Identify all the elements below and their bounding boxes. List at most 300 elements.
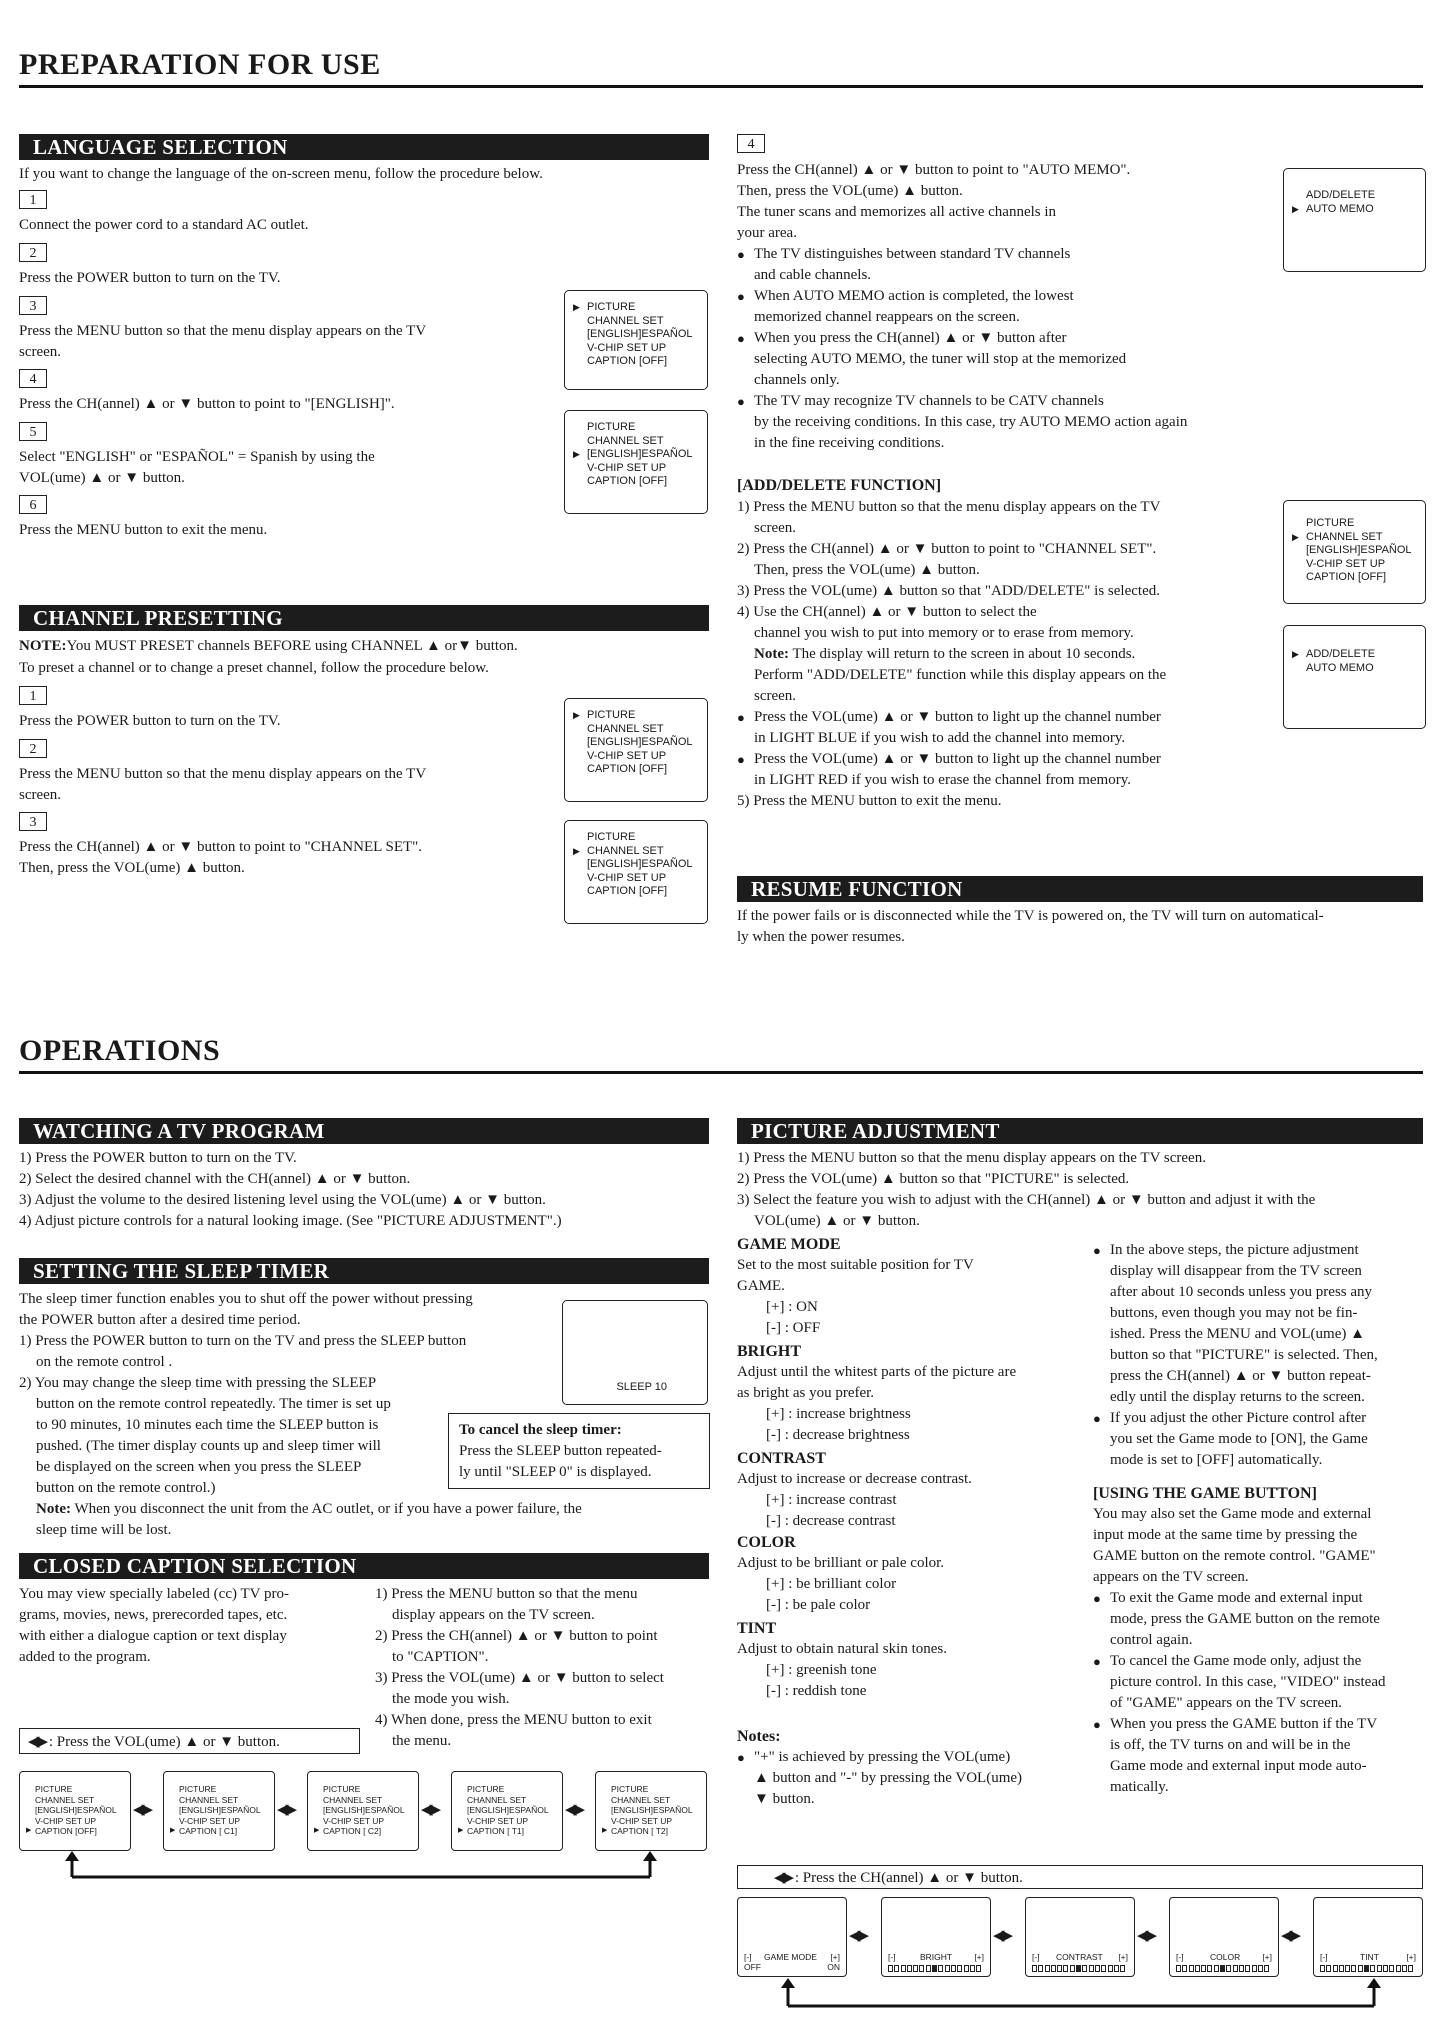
adddel-text: 3) Press the VOL(ume) ▲ button so that "ADD/DELETE" is selected. <box>737 583 1160 599</box>
level-segment <box>1195 1965 1200 1972</box>
watch-text: 2) Select the desired channel with the CH(annel) ▲ or ▼ button. <box>19 1171 411 1187</box>
lang-step3-text: Press the MENU button so that the menu display appears on the TV screen. <box>19 323 426 360</box>
plus-label: [+] <box>974 1952 984 1962</box>
tint-label: TINT <box>1360 1952 1379 1962</box>
sleep-text: 1) Press the POWER button to turn on the TV and press the SLEEP button <box>19 1333 467 1349</box>
tv-screen-menu <box>564 820 708 924</box>
level-segment <box>1201 1965 1206 1972</box>
step-number: 1 <box>19 686 47 705</box>
notes-bullet: ● "+" is achieved by pressing the VOL(ume) <box>754 1747 1010 1768</box>
adddel-text: screen. <box>754 688 797 704</box>
level-segment <box>1051 1965 1056 1972</box>
auto-bullet: ● The TV distinguishes between standard TV channels <box>754 244 1070 265</box>
auto-text: by the receiving conditions. In this case, try AUTO MEMO action again <box>754 414 1188 430</box>
cancel-sleep-text: Press the SLEEP button repeated- <box>459 1443 662 1459</box>
pic-note-text: press the CH(annel) ▲ or ▼ button repeat- <box>1110 1368 1371 1384</box>
level-segment <box>1076 1965 1081 1972</box>
step-number: 2 <box>19 739 47 758</box>
double-arrow-icon: ◀▶ <box>1137 1926 1155 1944</box>
menu-line: ADD/DELETE <box>1306 189 1376 201</box>
adddel-text: 4) Use the CH(annel) ▲ or ▼ button to select the <box>737 604 1037 620</box>
chan-step3-text: Press the CH(annel) ▲ or ▼ button to point to "CHANNEL SET". <box>19 839 423 855</box>
menu-line: [ENGLISH]ESPAÑOL <box>467 1805 549 1815</box>
menu-line: CHANNEL SET <box>35 1794 95 1805</box>
contrast-title: CONTRAST <box>737 1450 826 1467</box>
level-segment <box>901 1965 906 1972</box>
pic-desc: Adjust until the whitest parts of the picture are <box>737 1364 1017 1380</box>
level-segment <box>1176 1965 1181 1972</box>
level-segment <box>1339 1965 1344 1972</box>
double-arrow-icon: ◀▶ <box>421 1800 439 1818</box>
level-segment <box>1364 1965 1369 1972</box>
notes-text: ▲ button and "-" by pressing the VOL(ume) <box>754 1770 1023 1786</box>
lang-step4-text: Press the CH(annel) ▲ or ▼ button to point to "[ENGLISH]". <box>19 396 395 412</box>
level-segment <box>1038 1965 1043 1972</box>
tv-screen-auto-memo <box>1283 168 1426 272</box>
adddel-text: Perform "ADD/DELETE" function while this display appears on the <box>754 667 1167 683</box>
page-title-operations: OPERATIONS <box>19 1034 221 1067</box>
chan-step2-text: Press the MENU button so that the menu display appears on the TV screen. <box>19 766 426 803</box>
minus-label: [-] <box>744 1952 752 1962</box>
loop-back-arrow <box>60 1851 660 1883</box>
note-text: The display will return to the screen in about 10 seconds. <box>792 646 1136 662</box>
sleep-text: button on the remote control.) <box>36 1480 216 1496</box>
level-segment <box>1082 1965 1087 1972</box>
level-segment <box>1101 1965 1106 1972</box>
adddel-bullet: ● Press the VOL(ume) ▲ or ▼ button to light up the channel number <box>754 749 1161 770</box>
level-segment <box>1264 1965 1269 1972</box>
watch-text: 3) Adjust the volume to the desired listening level using the VOL(ume) ▲ or ▼ button. <box>19 1192 546 1208</box>
pic-legend-text: : Press the CH(annel) ▲ or ▼ button. <box>794 1870 1023 1886</box>
tv-screen-caption <box>307 1771 419 1851</box>
level-segment <box>1402 1965 1407 1972</box>
menu-line: ▶ PICTURE <box>573 709 701 723</box>
level-segment <box>894 1965 899 1972</box>
lang-step1-text: Connect the power cord to a standard AC outlet. <box>19 217 309 233</box>
add-delete-title: [ADD/DELETE FUNCTION] <box>737 477 942 494</box>
step-number: 6 <box>19 495 47 514</box>
resume-text: If the power fails or is disconnected while the TV is powered on, the TV will turn on automatical- <box>737 908 1324 924</box>
level-segment <box>957 1965 962 1972</box>
level-segment <box>1345 1965 1350 1972</box>
tv-screen-menu <box>564 698 708 802</box>
section-bar-watching: WATCHING A TV PROGRAM <box>19 1118 709 1144</box>
menu-line: ▶ CAPTION [ T1] <box>458 1826 558 1837</box>
section-bar-picture: PICTURE ADJUSTMENT <box>737 1118 1423 1144</box>
pic-desc: Adjust to increase or decrease contrast. <box>737 1471 972 1487</box>
level-segment <box>1070 1965 1075 1972</box>
game-button-text: Game mode and external input mode auto- <box>1110 1758 1367 1774</box>
level-segment <box>1226 1965 1231 1972</box>
pic-option: [-] : be pale color <box>766 1597 871 1613</box>
adddel-bullet: ● Press the VOL(ume) ▲ or ▼ button to light up the channel number <box>754 707 1161 728</box>
sleep-text: 2) You may change the sleep time with pressing the SLEEP <box>19 1375 377 1391</box>
cc-text: 1) Press the MENU button so that the menu <box>375 1586 638 1602</box>
step-number: 4 <box>737 134 765 153</box>
pic-option: [+] : increase brightness <box>766 1406 911 1422</box>
pic-text: 1) Press the MENU button so that the menu display appears on the TV screen. <box>737 1150 1206 1166</box>
pic-desc: GAME. <box>737 1278 785 1294</box>
tv-screen-color <box>1169 1897 1279 1977</box>
pic-desc: Adjust to be brilliant or pale color. <box>737 1555 945 1571</box>
pic-note-text: edly until the display returns to the screen. <box>1110 1389 1365 1405</box>
on-label: ON <box>827 1962 840 1972</box>
minus-label: [-] <box>888 1952 896 1962</box>
pic-note-text: after about 10 seconds unless you press any <box>1110 1284 1373 1300</box>
level-segment <box>1220 1965 1225 1972</box>
menu-line: CAPTION [OFF] <box>587 763 668 775</box>
sleep-text: pushed. (The timer display counts up and sleep timer will <box>36 1438 381 1454</box>
auto-bullet: ● When you press the CH(annel) ▲ or ▼ button after <box>754 328 1067 349</box>
pic-text: VOL(ume) ▲ or ▼ button. <box>754 1213 920 1229</box>
step-number: 4 <box>19 369 47 388</box>
menu-line: [ENGLISH]ESPAÑOL <box>587 736 693 748</box>
menu-line: V-CHIP SET UP <box>587 871 667 884</box>
menu-line: PICTURE <box>587 831 636 843</box>
menu-line: PICTURE <box>587 421 636 433</box>
pic-note-text: buttons, even though you may not be fin- <box>1110 1305 1358 1321</box>
double-arrow-icon: ◀▶ <box>277 1800 295 1818</box>
cancel-sleep-box <box>448 1413 710 1489</box>
adddel-text: in LIGHT RED if you wish to erase the channel from memory. <box>754 772 1131 788</box>
chan-intro: To preset a channel or to change a preset channel, follow the procedure below. <box>19 660 489 676</box>
level-segment <box>1182 1965 1187 1972</box>
level-segment <box>938 1965 943 1972</box>
tv-screen-bright <box>881 1897 991 1977</box>
game-button-text: of "GAME" appears on the TV screen. <box>1110 1695 1343 1711</box>
auto-text: Then, press the VOL(ume) ▲ button. <box>737 183 963 199</box>
pic-note-text: display will disappear from the TV screen <box>1110 1263 1362 1279</box>
double-arrow-icon: ◀▶ <box>133 1800 151 1818</box>
level-segment <box>1233 1965 1238 1972</box>
pic-desc: Adjust to obtain natural skin tones. <box>737 1641 947 1657</box>
cc-legend <box>19 1728 360 1754</box>
auto-text: your area. <box>737 225 797 241</box>
pic-option: [-] : decrease contrast <box>766 1513 896 1529</box>
level-segment <box>1408 1965 1413 1972</box>
menu-line: [ENGLISH]ESPAÑOL <box>611 1805 693 1815</box>
adddel-text: 5) Press the MENU button to exit the menu. <box>737 793 1002 809</box>
section-bar-channel-presetting: CHANNEL PRESETTING <box>19 605 709 631</box>
level-segment <box>919 1965 924 1972</box>
tint-title: TINT <box>737 1620 777 1637</box>
lang-step2-text: Press the POWER button to turn on the TV. <box>19 270 281 286</box>
tv-screen-tint <box>1313 1897 1423 1977</box>
level-segment <box>1358 1965 1363 1972</box>
level-slider <box>1176 1964 1272 1971</box>
pic-note-text: you set the Game mode to [ON], the Game <box>1110 1431 1368 1447</box>
level-slider <box>1320 1964 1416 1971</box>
note-label: Note: <box>36 1501 71 1517</box>
level-segment <box>907 1965 912 1972</box>
pic-note-text: button so that "PICTURE" is selected. Then, <box>1110 1347 1378 1363</box>
step-number: 2 <box>19 243 47 262</box>
menu-line: PICTURE <box>611 1784 649 1794</box>
tv-screen-menu <box>564 410 708 514</box>
sleep-text: sleep time will be lost. <box>36 1522 172 1538</box>
level-segment <box>976 1965 981 1972</box>
menu-line: PICTURE <box>35 1784 73 1794</box>
game-mode-title: GAME MODE <box>737 1236 841 1253</box>
menu-line: PICTURE <box>1306 517 1355 529</box>
pic-note-text: mode is set to [OFF] automatically. <box>1110 1452 1323 1468</box>
menu-line: CHANNEL SET <box>611 1794 671 1805</box>
note-label: Note: <box>754 646 789 662</box>
note-text: When you disconnect the unit from the AC outlet, or if you have a power failure, the <box>74 1501 582 1517</box>
menu-line: CAPTION [OFF] <box>1306 571 1387 583</box>
level-segment <box>1383 1965 1388 1972</box>
level-segment <box>1326 1965 1331 1972</box>
auto-text: channels only. <box>754 372 840 388</box>
menu-line: V-CHIP SET UP <box>611 1815 673 1826</box>
game-button-text: appears on the TV screen. <box>1093 1569 1249 1585</box>
double-arrow-icon: ◀▶ <box>565 1800 583 1818</box>
menu-line: CAPTION [OFF] <box>587 475 668 487</box>
pic-text: 3) Select the feature you wish to adjust with the CH(annel) ▲ or ▼ button and adjust it with the <box>737 1192 1316 1208</box>
menu-line: [ENGLISH]ESPAÑOL <box>1306 544 1412 556</box>
minus-label: [-] <box>1176 1952 1184 1962</box>
menu-line: CHANNEL SET <box>179 1794 239 1805</box>
cc-text: to "CAPTION". <box>392 1649 489 1665</box>
menu-line: V-CHIP SET UP <box>587 461 667 474</box>
menu-line: [ENGLISH]ESPAÑOL <box>323 1805 405 1815</box>
menu-line: V-CHIP SET UP <box>587 749 667 762</box>
menu-line: CHANNEL SET <box>587 434 664 447</box>
double-arrow-icon: ◀▶ <box>849 1926 867 1944</box>
game-button-text: matically. <box>1110 1779 1169 1795</box>
level-segment <box>1095 1965 1100 1972</box>
double-arrow-icon: ◀▶ <box>28 1732 46 1750</box>
auto-text: The tuner scans and memorizes all active channels in <box>737 204 1057 220</box>
auto-text: in the fine receiving conditions. <box>754 435 945 451</box>
level-segment <box>1214 1965 1219 1972</box>
menu-line: ▶ AUTO MEMO <box>1292 203 1419 217</box>
section-bar-sleep: SETTING THE SLEEP TIMER <box>19 1258 709 1284</box>
pic-text: 2) Press the VOL(ume) ▲ button so that "PICTURE" is selected. <box>737 1171 1130 1187</box>
menu-line: ▶ CHANNEL SET <box>1292 531 1419 545</box>
pic-option: [+] : be brilliant color <box>766 1576 897 1592</box>
contrast-label: CONTRAST <box>1056 1952 1103 1962</box>
step-number: 3 <box>19 296 47 315</box>
section-bar-resume: RESUME FUNCTION <box>737 876 1423 902</box>
menu-line: V-CHIP SET UP <box>587 341 667 354</box>
auto-bullet: ● When AUTO MEMO action is completed, the lowest <box>754 286 1074 307</box>
menu-line: ▶ ADD/DELETE <box>1292 648 1419 662</box>
level-segment <box>1057 1965 1062 1972</box>
game-button-title: [USING THE GAME BUTTON] <box>1093 1485 1317 1502</box>
level-segment <box>1389 1965 1394 1972</box>
level-segment <box>964 1965 969 1972</box>
double-arrow-icon: ◀▶ <box>993 1926 1011 1944</box>
tv-screen-sleep: SLEEP 10 <box>562 1300 708 1405</box>
level-segment <box>1320 1965 1325 1972</box>
tv-screen-caption <box>595 1771 707 1851</box>
level-segment <box>970 1965 975 1972</box>
pic-option: [-] : reddish tone <box>766 1683 867 1699</box>
cc-text: the menu. <box>392 1733 452 1749</box>
lang-step5-text: Select "ENGLISH" or "ESPAÑOL" = Spanish by using the VOL(ume) ▲ or ▼ button. <box>19 449 375 486</box>
adddel-text: Then, press the VOL(ume) ▲ button. <box>754 562 980 578</box>
tv-screen-menu <box>1283 500 1426 604</box>
cc-text: display appears on the TV screen. <box>392 1607 595 1623</box>
notes-text: ▼ button. <box>754 1791 815 1807</box>
plus-label: [+] <box>1406 1952 1416 1962</box>
sleep-text: The sleep timer function enables you to shut off the power without pressing <box>19 1291 473 1307</box>
sleep-text: to 90 minutes, 10 minutes each time the SLEEP button is <box>36 1417 379 1433</box>
tv-screen-menu <box>564 290 708 390</box>
adddel-text: channel you wish to put into memory or to erase from memory. <box>754 625 1134 641</box>
section-bar-closed-caption: CLOSED CAPTION SELECTION <box>19 1553 709 1579</box>
sleep-text: button on the remote control repeatedly. The timer is set up <box>36 1396 391 1412</box>
note-text: You MUST PRESET channels BEFORE using CHANNEL ▲ or▼ button. <box>66 638 518 654</box>
menu-line: [ENGLISH]ESPAÑOL <box>179 1805 261 1815</box>
adddel-text: 2) Press the CH(annel) ▲ or ▼ button to point to "CHANNEL SET". <box>737 541 1157 557</box>
menu-line: CAPTION [OFF] <box>587 355 668 367</box>
chan-note <box>19 636 518 657</box>
minus-label: [-] <box>1320 1952 1328 1962</box>
adddel-text: in LIGHT BLUE if you wish to add the channel into memory. <box>754 730 1126 746</box>
tv-screen-caption <box>19 1771 131 1851</box>
auto-bullet: ● The TV may recognize TV channels to be CATV channels <box>754 391 1104 412</box>
pic-desc: as bright as you prefer. <box>737 1385 875 1401</box>
plus-label: [+] <box>1262 1952 1272 1962</box>
chan-step3-text: Then, press the VOL(ume) ▲ button. <box>19 860 245 876</box>
menu-line: ▶ CHANNEL SET <box>573 845 701 859</box>
section-bar-language: LANGUAGE SELECTION <box>19 134 709 160</box>
level-segment <box>945 1965 950 1972</box>
pic-legend <box>737 1865 1423 1889</box>
pic-desc: Set to the most suitable position for TV <box>737 1257 974 1273</box>
color-title: COLOR <box>737 1534 796 1551</box>
watch-text: 4) Adjust picture controls for a natural looking image. (See "PICTURE ADJUSTMENT".) <box>19 1213 562 1229</box>
menu-line: V-CHIP SET UP <box>35 1815 97 1826</box>
cc-text: added to the program. <box>19 1649 151 1665</box>
tv-screen-caption <box>163 1771 275 1851</box>
pic-option: [+] : ON <box>766 1299 818 1315</box>
game-button-bullet: ● To cancel the Game mode only, adjust the <box>1110 1651 1361 1672</box>
level-segment <box>1396 1965 1401 1972</box>
pic-option: [+] : greenish tone <box>766 1662 877 1678</box>
level-segment <box>1377 1965 1382 1972</box>
page-title-preparation: PREPARATION FOR USE <box>19 48 381 81</box>
pic-option: [-] : decrease brightness <box>766 1427 910 1443</box>
level-segment <box>1207 1965 1212 1972</box>
menu-line: ▶ [ENGLISH]ESPAÑOL <box>573 448 701 462</box>
menu-line: PICTURE <box>323 1784 361 1794</box>
cc-text: the mode you wish. <box>392 1691 510 1707</box>
bright-title: BRIGHT <box>737 1343 802 1360</box>
auto-text: memorized channel reappears on the screen. <box>754 309 1020 325</box>
menu-line: ▶ CAPTION [ T2] <box>602 1826 702 1837</box>
menu-line: V-CHIP SET UP <box>179 1815 241 1826</box>
chan-step1-text: Press the POWER button to turn on the TV. <box>19 713 281 729</box>
notes-title: Notes: <box>737 1728 781 1745</box>
sleep-text: on the remote control . <box>36 1354 173 1370</box>
menu-line: CAPTION [OFF] <box>587 885 668 897</box>
level-segment <box>951 1965 956 1972</box>
lang-step6-text: Press the MENU button to exit the menu. <box>19 522 268 538</box>
game-button-text: input mode at the same time by pressing the <box>1093 1527 1358 1543</box>
level-segment <box>1032 1965 1037 1972</box>
cc-text: with either a dialogue caption or text display <box>19 1628 287 1644</box>
level-segment <box>1351 1965 1356 1972</box>
menu-line: [ENGLISH]ESPAÑOL <box>35 1805 117 1815</box>
pic-option: [-] : OFF <box>766 1320 821 1336</box>
cancel-sleep-title: To cancel the sleep timer: <box>459 1422 622 1438</box>
menu-line: V-CHIP SET UP <box>1306 557 1386 570</box>
level-slider <box>888 1964 984 1971</box>
game-mode-label: GAME MODE <box>764 1952 817 1962</box>
level-segment <box>1045 1965 1050 1972</box>
cancel-sleep-text: ly until "SLEEP 0" is displayed. <box>459 1464 652 1480</box>
game-button-text: GAME button on the remote control. "GAME" <box>1093 1548 1376 1564</box>
cc-text: grams, movies, news, prerecorded tapes, etc. <box>19 1607 288 1623</box>
level-segment <box>1252 1965 1257 1972</box>
loop-back-arrow <box>776 1978 1386 2012</box>
cc-text: 2) Press the CH(annel) ▲ or ▼ button to point <box>375 1628 658 1644</box>
game-button-bullet: ● When you press the GAME button if the TV <box>1110 1714 1377 1735</box>
menu-line: CHANNEL SET <box>323 1794 383 1805</box>
game-button-text: mode, press the GAME button on the remote <box>1110 1611 1380 1627</box>
menu-line: CHANNEL SET <box>587 722 664 735</box>
level-segment <box>1245 1965 1250 1972</box>
auto-text: selecting AUTO MEMO, the tuner will stop at the memorized <box>754 351 1127 367</box>
cc-legend-text: : Press the VOL(ume) ▲ or ▼ button. <box>48 1734 280 1750</box>
menu-line: ▶ CAPTION [OFF] <box>26 1826 126 1837</box>
level-segment <box>926 1965 931 1972</box>
divider <box>19 1071 1423 1074</box>
pic-note-bullet: ● If you adjust the other Picture control after <box>1110 1408 1366 1429</box>
sleep-text: the POWER button after a desired time period. <box>19 1312 301 1328</box>
sleep-text: be displayed on the screen when you press the SLEEP <box>36 1459 362 1475</box>
auto-text: Press the CH(annel) ▲ or ▼ button to point to "AUTO MEMO". <box>737 162 1131 178</box>
tv-screen-contrast <box>1025 1897 1135 1977</box>
level-slider <box>1032 1964 1128 1971</box>
adddel-note <box>754 644 1135 665</box>
game-button-text: picture control. In this case, "VIDEO" instead <box>1110 1674 1386 1690</box>
pic-note-text: ished. Press the MENU and VOL(ume) ▲ <box>1110 1326 1365 1342</box>
pic-note-bullet: ● In the above steps, the picture adjustment <box>1110 1240 1359 1261</box>
resume-text: ly when the power resumes. <box>737 929 905 945</box>
menu-line: CHANNEL SET <box>467 1794 527 1805</box>
level-segment <box>932 1965 937 1972</box>
lang-intro: If you want to change the language of the on-screen menu, follow the procedure below. <box>19 166 543 182</box>
note-label: NOTE: <box>19 638 67 654</box>
cc-text: You may view specially labeled (cc) TV pro- <box>19 1586 289 1602</box>
step-number: 3 <box>19 812 47 831</box>
game-button-text: control again. <box>1110 1632 1193 1648</box>
level-segment <box>913 1965 918 1972</box>
sleep-note <box>36 1499 582 1520</box>
cc-text: 3) Press the VOL(ume) ▲ or ▼ button to select <box>375 1670 664 1686</box>
tv-screen-caption <box>451 1771 563 1851</box>
adddel-text: 1) Press the MENU button so that the menu display appears on the TV <box>737 499 1161 515</box>
tv-screen-add-delete <box>1283 625 1426 729</box>
menu-line: PICTURE <box>179 1784 217 1794</box>
level-segment <box>1258 1965 1263 1972</box>
color-label: COLOR <box>1210 1952 1241 1962</box>
divider <box>19 85 1423 88</box>
menu-line: ▶ CAPTION [ C1] <box>170 1826 270 1837</box>
adddel-text: screen. <box>754 520 797 536</box>
level-segment <box>1370 1965 1375 1972</box>
pic-option: [+] : increase contrast <box>766 1492 897 1508</box>
level-segment <box>888 1965 893 1972</box>
level-segment <box>1063 1965 1068 1972</box>
cc-text: 4) When done, press the MENU button to exit <box>375 1712 652 1728</box>
game-button-text: You may also set the Game mode and external <box>1093 1506 1372 1522</box>
menu-line: ▶ CAPTION [ C2] <box>314 1826 414 1837</box>
